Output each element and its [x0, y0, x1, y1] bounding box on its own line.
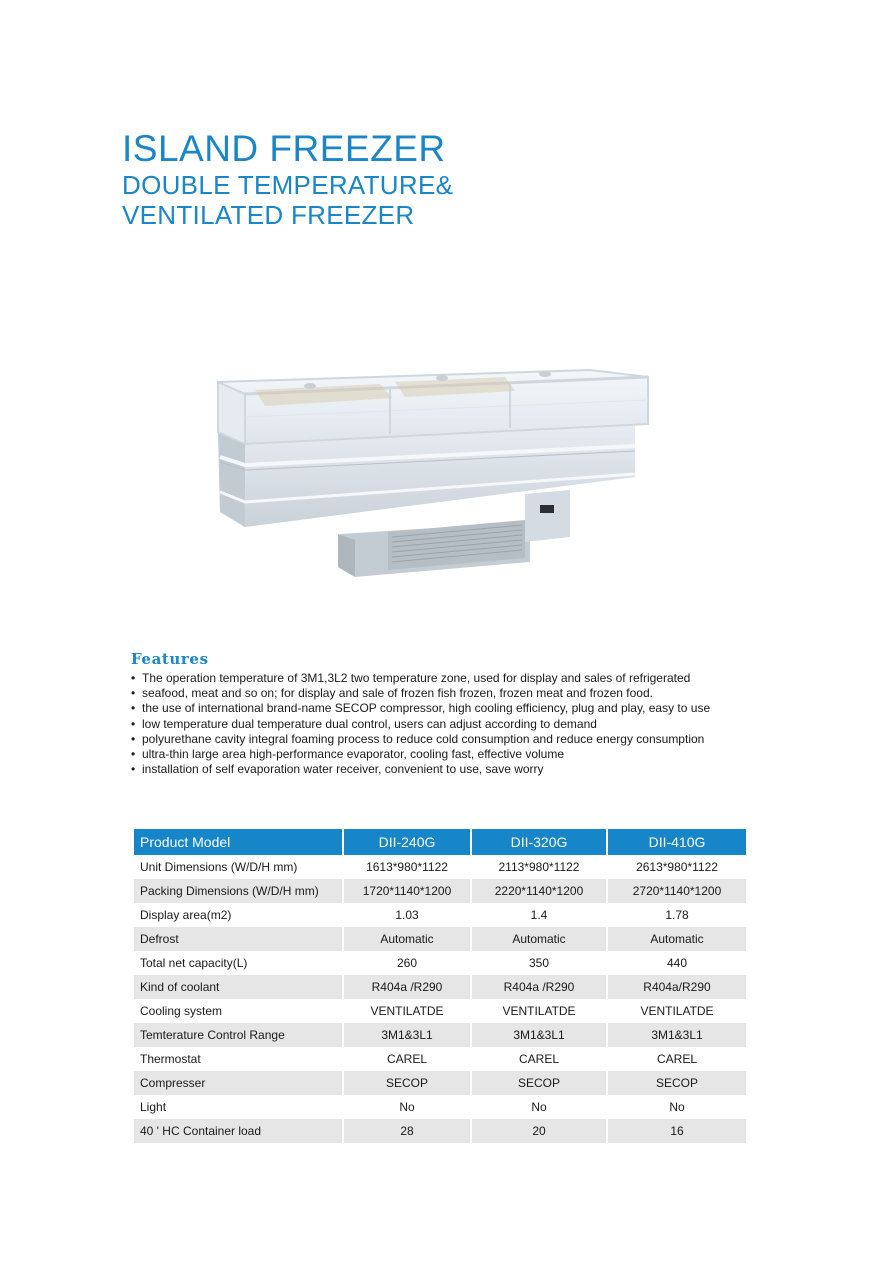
table-cell: Automatic [344, 927, 472, 951]
list-item: • installation of self evaporation water receiver, convenient to use, save worry [131, 762, 771, 777]
table-cell: 1613*980*1122 [344, 855, 472, 879]
table-cell: VENTILATDE [608, 999, 746, 1023]
table-row-label: Packing Dimensions (W/D/H mm) [134, 879, 344, 903]
table-cell: 260 [344, 951, 472, 975]
list-item: • The operation temperature of 3M1,3L2 two temperature zone, used for display and sales of refrigerated [131, 671, 771, 686]
table-cell: 350 [472, 951, 608, 975]
table-row-label: Total net capacity(L) [134, 951, 344, 975]
table-cell: R404a /R290 [344, 975, 472, 999]
table-cell: No [608, 1095, 746, 1119]
table-cell: 2720*1140*1200 [608, 879, 746, 903]
list-item: • seafood, meat and so on; for display and sale of frozen fish frozen, frozen meat and frozen food. [131, 686, 771, 701]
table-row-label: Defrost [134, 927, 344, 951]
features-list [131, 671, 771, 777]
table-cell: Automatic [472, 927, 608, 951]
table-row-label: Temterature Control Range [134, 1023, 344, 1047]
table-cell: Automatic [608, 927, 746, 951]
table-row [134, 1023, 746, 1047]
table-row [134, 903, 746, 927]
features-heading: Features [131, 650, 209, 668]
table-cell: VENTILATDE [344, 999, 472, 1023]
table-cell: 1720*1140*1200 [344, 879, 472, 903]
list-item: • polyurethane cavity integral foaming process to reduce cold consumption and reduce energy consumption [131, 732, 771, 747]
table-row [134, 1047, 746, 1071]
page-subtitle-line1: DOUBLE TEMPERATURE& [122, 170, 454, 200]
table-row [134, 1095, 746, 1119]
table-row-label: Cooling system [134, 999, 344, 1023]
table-row [134, 1119, 746, 1143]
table-cell: 16 [608, 1119, 746, 1143]
table-header-row [134, 829, 746, 855]
list-item: • ultra-thin large area high-performance evaporator, cooling fast, effective volume [131, 747, 771, 762]
table-row [134, 951, 746, 975]
table-cell: CAREL [472, 1047, 608, 1071]
table-row [134, 855, 746, 879]
table-header-cell: DII-240G [344, 829, 472, 855]
table-row-label: Compresser [134, 1071, 344, 1095]
table-header-cell: Product Model [134, 829, 344, 855]
table-cell: 1.03 [344, 903, 472, 927]
table-row-label: 40 ' HC Container load [134, 1119, 344, 1143]
table-row [134, 879, 746, 903]
table-cell: R404a/R290 [608, 975, 746, 999]
table-cell: 2613*980*1122 [608, 855, 746, 879]
table-cell: 440 [608, 951, 746, 975]
table-cell: SECOP [344, 1071, 472, 1095]
table-row [134, 1071, 746, 1095]
table-cell: No [344, 1095, 472, 1119]
table-cell: 28 [344, 1119, 472, 1143]
table-cell: 3M1&3L1 [344, 1023, 472, 1047]
table-cell: 2113*980*1122 [472, 855, 608, 879]
table-cell: 3M1&3L1 [608, 1023, 746, 1047]
table-cell: 3M1&3L1 [472, 1023, 608, 1047]
table-cell: 2220*1140*1200 [472, 879, 608, 903]
features-section [131, 650, 771, 777]
table-cell: CAREL [608, 1047, 746, 1071]
table-row-label: Thermostat [134, 1047, 344, 1071]
table-row-label: Display area(m2) [134, 903, 344, 927]
table-row-label: Unit Dimensions (W/D/H mm) [134, 855, 344, 879]
table-cell: VENTILATDE [472, 999, 608, 1023]
table-row [134, 999, 746, 1023]
page-subtitle-line2: VENTILATED FREEZER [122, 200, 415, 230]
table-cell: SECOP [472, 1071, 608, 1095]
list-item: • low temperature dual temperature dual control, users can adjust according to demand [131, 717, 771, 732]
table-row [134, 927, 746, 951]
table-cell: 20 [472, 1119, 608, 1143]
table-cell: 1.4 [472, 903, 608, 927]
table-cell: 1.78 [608, 903, 746, 927]
list-item: • the use of international brand-name SECOP compressor, high cooling efficiency, plug and play, easy to use [131, 701, 771, 716]
table-row-label: Kind of coolant [134, 975, 344, 999]
spec-table [134, 829, 746, 1143]
table-row [134, 975, 746, 999]
island-freezer-image [210, 362, 650, 582]
table-header-cell: DII-410G [608, 829, 746, 855]
table-cell: SECOP [608, 1071, 746, 1095]
table-cell: R404a /R290 [472, 975, 608, 999]
page-title: ISLAND FREEZER [122, 128, 446, 169]
title-block [122, 128, 453, 230]
table-row-label: Light [134, 1095, 344, 1119]
table-cell: CAREL [344, 1047, 472, 1071]
table-header-cell: DII-320G [472, 829, 608, 855]
table-cell: No [472, 1095, 608, 1119]
